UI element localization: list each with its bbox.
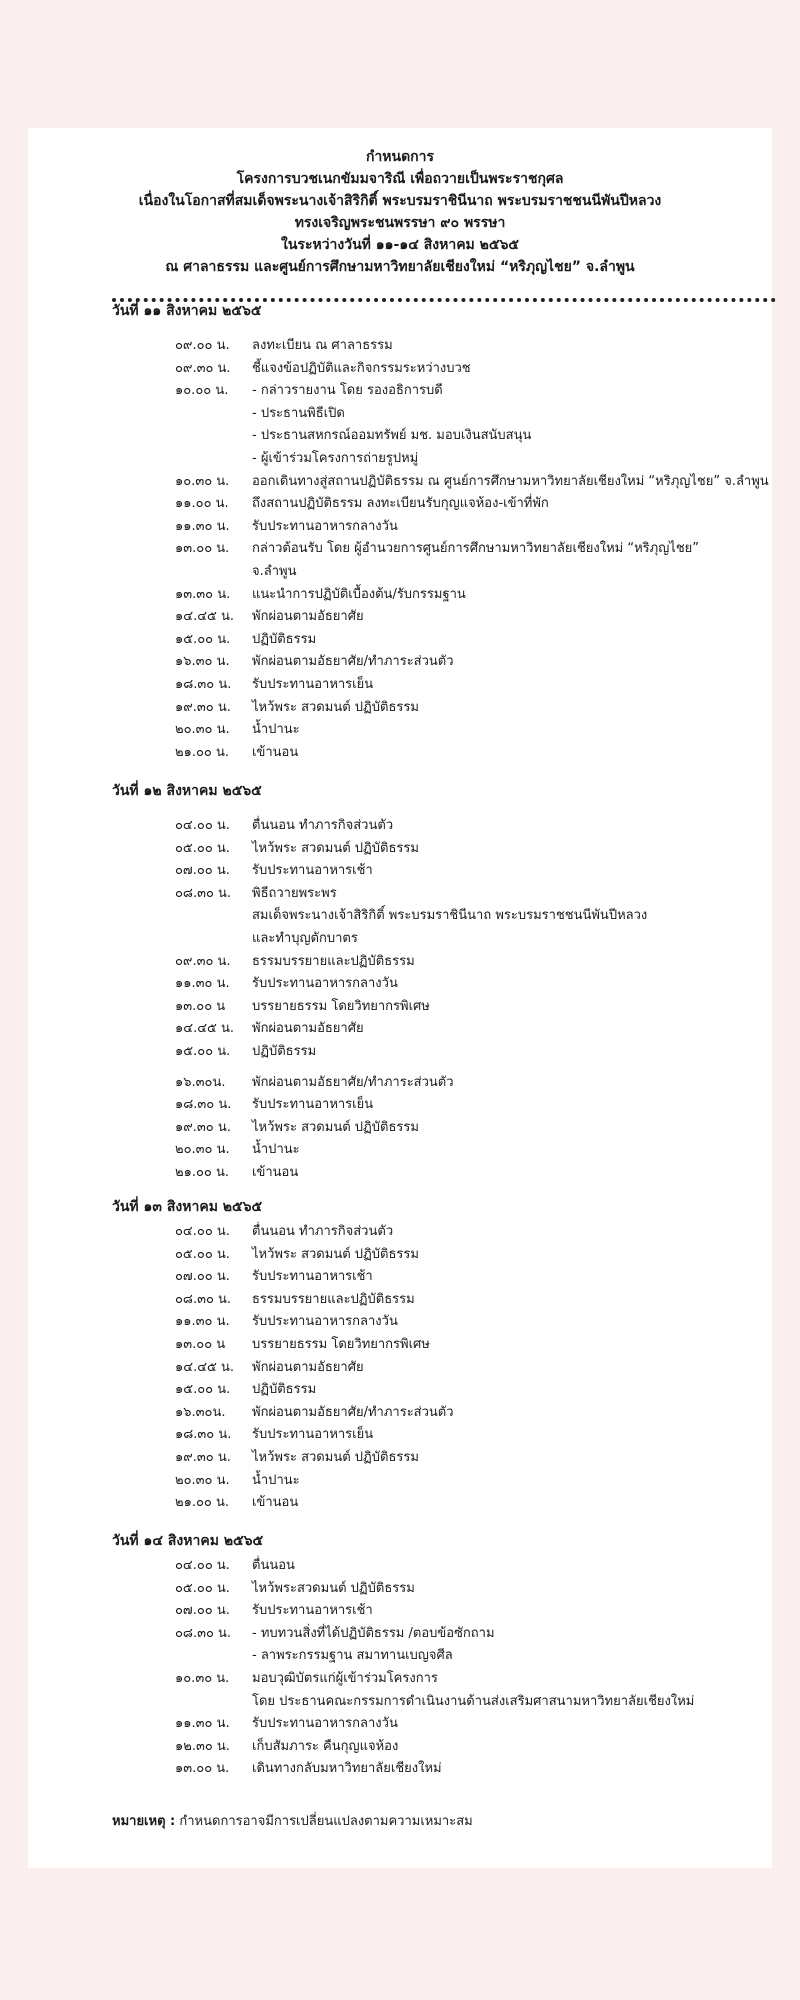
- schedule-activity: รับประทานอาหารเย็น: [252, 1097, 374, 1113]
- schedule-activity: โดย ประธานคณะกรรมการดำเนินงานด้านส่งเสริมศาสนามหาวิทยาลัยเชียงใหม่: [252, 1693, 695, 1709]
- schedule-row: [0, 650, 800, 672]
- schedule-row: [0, 1401, 800, 1423]
- schedule-activity: รับประทานอาหารเย็น: [252, 677, 374, 692]
- schedule-activity: ไหว้พระ สวดมนต์ ปฏิบัติธรรม: [252, 1450, 419, 1465]
- schedule-row: [0, 1644, 800, 1666]
- schedule-time: ๐๔.๐๐ น.: [175, 1558, 230, 1573]
- schedule-activity: ออกเดินทางสู่สถานปฏิบัติธรรม ณ ศูนย์การศึกษามหาวิทยาลัยเชียงใหม่ “หริภุญไชย” จ.ลำพูน: [252, 473, 769, 489]
- schedule-activity: ปฏิบัติธรรม: [252, 1044, 317, 1059]
- schedule-activity: ปฏิบัติธรรม: [252, 631, 317, 647]
- schedule-row: [0, 1423, 800, 1445]
- schedule-activity: จ.ลำพูน: [252, 564, 297, 579]
- schedule-activity: รับประทานอาหารเช้า: [252, 863, 373, 879]
- schedule-activity: ไหว้พระ สวดมนต์ ปฏิบัติธรรม: [252, 699, 419, 715]
- schedule-time: ๑๕.๐๐ น.: [175, 1382, 231, 1398]
- schedule-activity: น้ำปานะ: [252, 1142, 300, 1158]
- schedule-time: ๒๐.๓๐ น.: [175, 1472, 230, 1488]
- schedule-row: [0, 673, 800, 695]
- schedule-row: [0, 1667, 800, 1689]
- schedule-activity: สมเด็จพระนางเจ้าสิริกิติ์ พระบรมราชินีนาถ พระบรมราชชนนีพันปีหลวง: [252, 908, 648, 924]
- schedule-activity: ไหว้พระสวดมนต์ ปฏิบัติธรรม: [252, 1580, 415, 1596]
- schedule-activity: - ประธานสหกรณ์ออมทรัพย์ มช. มอบเงินสนับสนุน: [252, 428, 532, 444]
- schedule-activity: ตื่นนอน ทำภารกิจส่วนตัว: [252, 818, 394, 833]
- schedule-time: ๑๔.๔๕ น.: [175, 1359, 235, 1375]
- schedule-time: ๑๖.๓๐ น.: [175, 654, 230, 670]
- schedule-time: ๒๑.๐๐ น.: [175, 1495, 229, 1511]
- schedule-row: [0, 972, 800, 994]
- schedule-row: [0, 1040, 800, 1062]
- schedule-time: ๐๙.๓๐ น.: [175, 360, 231, 376]
- schedule-row: [0, 1288, 800, 1310]
- schedule-row: [0, 1599, 800, 1621]
- schedule-time: ๐๘.๓๐ น.: [175, 1625, 232, 1641]
- schedule-activity: ปฏิบัติธรรม: [252, 1382, 317, 1398]
- header-title: กำหนดการ: [365, 149, 435, 165]
- schedule-time: ๑๙.๓๐ น.: [175, 1119, 231, 1135]
- schedule-row: [0, 492, 800, 514]
- schedule-time: ๐๕.๐๐ น.: [175, 1580, 230, 1596]
- schedule-activity: รับประทานอาหารกลางวัน: [252, 1716, 398, 1732]
- schedule-row: [0, 741, 800, 763]
- schedule-time: ๑๓.๐๐ น: [175, 998, 226, 1014]
- header-anniversary: ทรงเจริญพระชนพรรษา ๙๐ พรรษา: [294, 215, 506, 231]
- schedule-row: [0, 1138, 800, 1160]
- schedule-row: [0, 1712, 800, 1734]
- schedule-time: ๑๙.๓๐ น.: [175, 1450, 231, 1465]
- schedule-activity: ตื่นนอน: [252, 1558, 295, 1573]
- schedule-activity: พักผ่อนตามอัธยาศัย/ทำภาระส่วนตัว: [252, 1404, 454, 1420]
- schedule-time: ๑๖.๓๐น.: [175, 1404, 226, 1420]
- schedule-row: [0, 882, 800, 904]
- schedule-activity: น้ำปานะ: [252, 722, 300, 738]
- schedule-row: [0, 1243, 800, 1265]
- schedule-row: [0, 583, 800, 605]
- schedule-row: [0, 447, 800, 469]
- schedule-row: [0, 1554, 800, 1576]
- schedule-row: [0, 814, 800, 836]
- schedule-activity: บรรยายธรรม โดยวิทยากรพิเศษ: [252, 1337, 430, 1352]
- schedule-row: [0, 837, 800, 859]
- schedule-activity: ธรรมบรรยายและปฏิบัติธรรม: [252, 953, 415, 969]
- schedule-time: ๒๐.๓๐ น.: [175, 722, 230, 738]
- schedule-row: [0, 537, 800, 559]
- schedule-row: [0, 628, 800, 650]
- header-dates: ในระหว่างวันที่ ๑๑-๑๔ สิงหาคม ๒๕๖๕: [281, 237, 519, 253]
- schedule-activity: ชี้แจงข้อปฏิบัติและกิจกรรมระหว่างบวช: [252, 360, 471, 376]
- schedule-activity: รับประทานอาหารกลางวัน: [252, 518, 398, 534]
- schedule-row: [0, 995, 800, 1017]
- schedule-time: ๑๒.๓๐ น.: [175, 1738, 230, 1754]
- schedule-activity: ธรรมบรรยายและปฏิบัติธรรม: [252, 1291, 415, 1307]
- schedule-activity: - ผู้เข้าร่วมโครงการถ่ายรูปหมู่: [252, 451, 419, 466]
- schedule-row: [0, 1333, 800, 1355]
- schedule-time: ๑๕.๐๐ น.: [175, 631, 231, 647]
- schedule-activity: - ลาพระกรรมฐาน สมาทานเบญจศีล: [252, 1648, 453, 1664]
- schedule-time: ๒๑.๐๐ น.: [175, 1165, 229, 1180]
- schedule-activity: พักผ่อนตามอัธยาศัย/ทำภาระส่วนตัว: [252, 654, 454, 670]
- schedule-activity: - ประธานพิธีเปิด: [252, 405, 345, 421]
- schedule-activity: พิธีถวายพระพร: [252, 885, 337, 901]
- schedule-time: ๑๔.๔๕ น.: [175, 609, 235, 625]
- schedule-row: [0, 1469, 800, 1491]
- schedule-time: ๑๖.๓๐น.: [175, 1074, 226, 1090]
- schedule-row: [0, 357, 800, 379]
- schedule-row: [0, 1017, 800, 1039]
- schedule-time: ๑๕.๐๐ น.: [175, 1044, 231, 1059]
- schedule-row: [0, 1446, 800, 1468]
- schedule-activity: - กล่าวรายงาน โดย รองอธิการบดี: [252, 383, 443, 399]
- header-occasion: เนื่องในโอกาสที่สมเด็จพระนางเจ้าสิริกิติ์ พระบรมราชินีนาถ พระบรมราชชนนีพันปีหลวง: [138, 193, 662, 209]
- schedule-activity: รับประทานอาหารกลางวัน: [252, 1314, 398, 1330]
- schedule-row: [0, 470, 800, 492]
- schedule-activity: - ทบทวนสิ่งที่ได้ปฏิบัติธรรม /ตอบข้อซักถาม: [252, 1625, 495, 1641]
- day-heading: วันที่ ๑๒ สิงหาคม ๒๕๖๕: [112, 783, 262, 799]
- schedule-time: ๑๐.๐๐ น.: [175, 383, 229, 399]
- schedule-time: ๑๘.๓๐ น.: [175, 1427, 232, 1443]
- schedule-row: [0, 696, 800, 718]
- schedule-time: ๑๙.๓๐ น.: [175, 699, 231, 715]
- schedule-row: [0, 1220, 800, 1242]
- schedule-activity: พักผ่อนตามอัธยาศัย: [252, 609, 364, 625]
- schedule-time: ๑๑.๓๐ น.: [175, 1314, 230, 1330]
- schedule-time: ๑๐.๓๐ น.: [175, 473, 230, 489]
- schedule-row: [0, 718, 800, 740]
- schedule-row: [0, 1265, 800, 1287]
- schedule-row: [0, 927, 800, 949]
- schedule-time: ๑๑.๐๐ น.: [175, 496, 229, 512]
- document-header: [0, 146, 800, 278]
- schedule-time: ๐๔.๐๐ น.: [175, 818, 230, 833]
- schedule-activity: พักผ่อนตามอัธยาศัย/ทำภาระส่วนตัว: [252, 1074, 454, 1090]
- schedule-time: ๑๘.๓๐ น.: [175, 1097, 232, 1113]
- schedule-time: ๐๘.๓๐ น.: [175, 1291, 232, 1307]
- schedule-activity: บรรยายธรรม โดยวิทยากรพิเศษ: [252, 998, 430, 1014]
- schedule-row: [0, 1161, 800, 1183]
- schedule-activity: เก็บสัมภาระ คืนกุญแจห้อง: [252, 1738, 399, 1754]
- schedule-row: [0, 1116, 800, 1138]
- schedule-row: [0, 1690, 800, 1712]
- schedule-time: ๒๑.๐๐ น.: [175, 744, 229, 760]
- schedule-row: [0, 1491, 800, 1513]
- schedule-activity: ไหว้พระ สวดมนต์ ปฏิบัติธรรม: [252, 1246, 419, 1262]
- schedule-row: [0, 424, 800, 446]
- schedule-time: ๑๔.๔๕ น.: [175, 1021, 235, 1037]
- schedule-activity: ถึงสถานปฏิบัติธรรม ลงทะเบียนรับกุญแจห้อง-เข้าที่พัก: [252, 496, 549, 512]
- schedule-activity: มอบวุฒิบัตรแก่ผู้เข้าร่วมโครงการ: [252, 1671, 438, 1686]
- schedule-time: ๐๙.๓๐ น.: [175, 953, 231, 969]
- schedule-activity: พักผ่อนตามอัธยาศัย: [252, 1359, 364, 1375]
- footnote: [112, 1810, 473, 1831]
- schedule-time: ๑๓.๐๐ น.: [175, 541, 230, 557]
- schedule-time: ๐๕.๐๐ น.: [175, 840, 230, 856]
- schedule-activity: กล่าวต้อนรับ โดย ผู้อำนวยการศูนย์การศึกษามหาวิทยาลัยเชียงใหม่ “หริภุญไชย”: [252, 541, 700, 557]
- schedule-activity: ตื่นนอน ทำภารกิจส่วนตัว: [252, 1224, 394, 1239]
- schedule-time: ๑๘.๓๐ น.: [175, 677, 232, 692]
- schedule-row: [0, 950, 800, 972]
- schedule-time: ๐๗.๐๐ น.: [175, 1269, 230, 1285]
- schedule-row: [0, 1310, 800, 1332]
- day-heading: วันที่ ๑๔ สิงหาคม ๒๕๖๕: [112, 1533, 264, 1549]
- footnote-text: กำหนดการอาจมีการเปลี่ยนแปลงตามความเหมาะสม: [175, 1814, 473, 1829]
- schedule-row: [0, 402, 800, 424]
- header-venue: ณ ศาลาธรรม และศูนย์การศึกษามหาวิทยาลัยเชียงใหม่ “หริภุญไชย” จ.ลำพูน: [165, 259, 635, 275]
- schedule-row: [0, 859, 800, 881]
- schedule-row: [0, 515, 800, 537]
- schedule-activity: รับประทานอาหารเช้า: [252, 1603, 373, 1619]
- schedule-time: ๑๓.๐๐ น.: [175, 1761, 230, 1777]
- schedule-time: ๑๐.๓๐ น.: [175, 1671, 230, 1686]
- day-heading: วันที่ ๑๓ สิงหาคม ๒๕๖๕: [112, 1199, 263, 1215]
- schedule-row: [0, 1356, 800, 1378]
- schedule-activity: รับประทานอาหารเช้า: [252, 1269, 373, 1285]
- schedule-activity: เข้านอน: [252, 744, 299, 760]
- schedule-activity: น้ำปานะ: [252, 1472, 300, 1488]
- schedule-activity: เดินทางกลับมหาวิทยาลัยเชียงใหม่: [252, 1761, 442, 1777]
- schedule-time: ๐๗.๐๐ น.: [175, 863, 230, 879]
- schedule-time: ๐๙.๐๐ น.: [175, 338, 230, 353]
- schedule-row: [0, 379, 800, 401]
- schedule-row: [0, 1071, 800, 1093]
- schedule-time: ๑๑.๓๐ น.: [175, 976, 230, 992]
- schedule-time: ๐๘.๓๐ น.: [175, 885, 232, 901]
- schedule-row: [0, 334, 800, 356]
- schedule-activity: ไหว้พระ สวดมนต์ ปฏิบัติธรรม: [252, 1119, 419, 1135]
- schedule-time: ๑๓.๓๐ น.: [175, 586, 231, 602]
- day-heading: วันที่ ๑๑ สิงหาคม ๒๕๖๕: [112, 303, 262, 319]
- schedule-row: [0, 1622, 800, 1644]
- schedule-row: [0, 1577, 800, 1599]
- schedule-activity: พักผ่อนตามอัธยาศัย: [252, 1021, 364, 1037]
- schedule-time: ๒๐.๓๐ น.: [175, 1142, 230, 1158]
- schedule-time: ๑๑.๓๐ น.: [175, 1716, 230, 1732]
- schedule-activity: และทำบุญตักบาตร: [252, 931, 358, 946]
- schedule-time: ๑๓.๐๐ น: [175, 1337, 226, 1352]
- schedule-row: [0, 904, 800, 926]
- schedule-time: ๑๑.๓๐ น.: [175, 518, 230, 534]
- header-project: โครงการบวชเนกขัมมจาริณี เพื่อถวายเป็นพระราชกุศล: [236, 171, 564, 187]
- schedule-activity: ลงทะเบียน ณ ศาลาธรรม: [252, 338, 393, 353]
- schedule-time: ๐๔.๐๐ น.: [175, 1224, 230, 1239]
- schedule-row: [0, 1735, 800, 1757]
- schedule-activity: เข้านอน: [252, 1165, 299, 1180]
- schedule-time: ๐๗.๐๐ น.: [175, 1603, 230, 1619]
- schedule-activity: รับประทานอาหารเย็น: [252, 1427, 374, 1443]
- schedule-activity: แนะนำการปฏิบัติเบื้องต้น/รับกรรมฐาน: [252, 586, 466, 602]
- schedule-row: [0, 1757, 800, 1779]
- schedule-row: [0, 605, 800, 627]
- schedule-time: ๐๕.๐๐ น.: [175, 1246, 230, 1262]
- schedule-activity: รับประทานอาหารกลางวัน: [252, 976, 398, 992]
- schedule-row: [0, 1093, 800, 1115]
- schedule-row: [0, 1378, 800, 1400]
- schedule-row: [0, 560, 800, 582]
- schedule-activity: ไหว้พระ สวดมนต์ ปฏิบัติธรรม: [252, 840, 419, 856]
- schedule-activity: เข้านอน: [252, 1495, 299, 1511]
- footnote-label: หมายเหตุ :: [112, 1814, 176, 1829]
